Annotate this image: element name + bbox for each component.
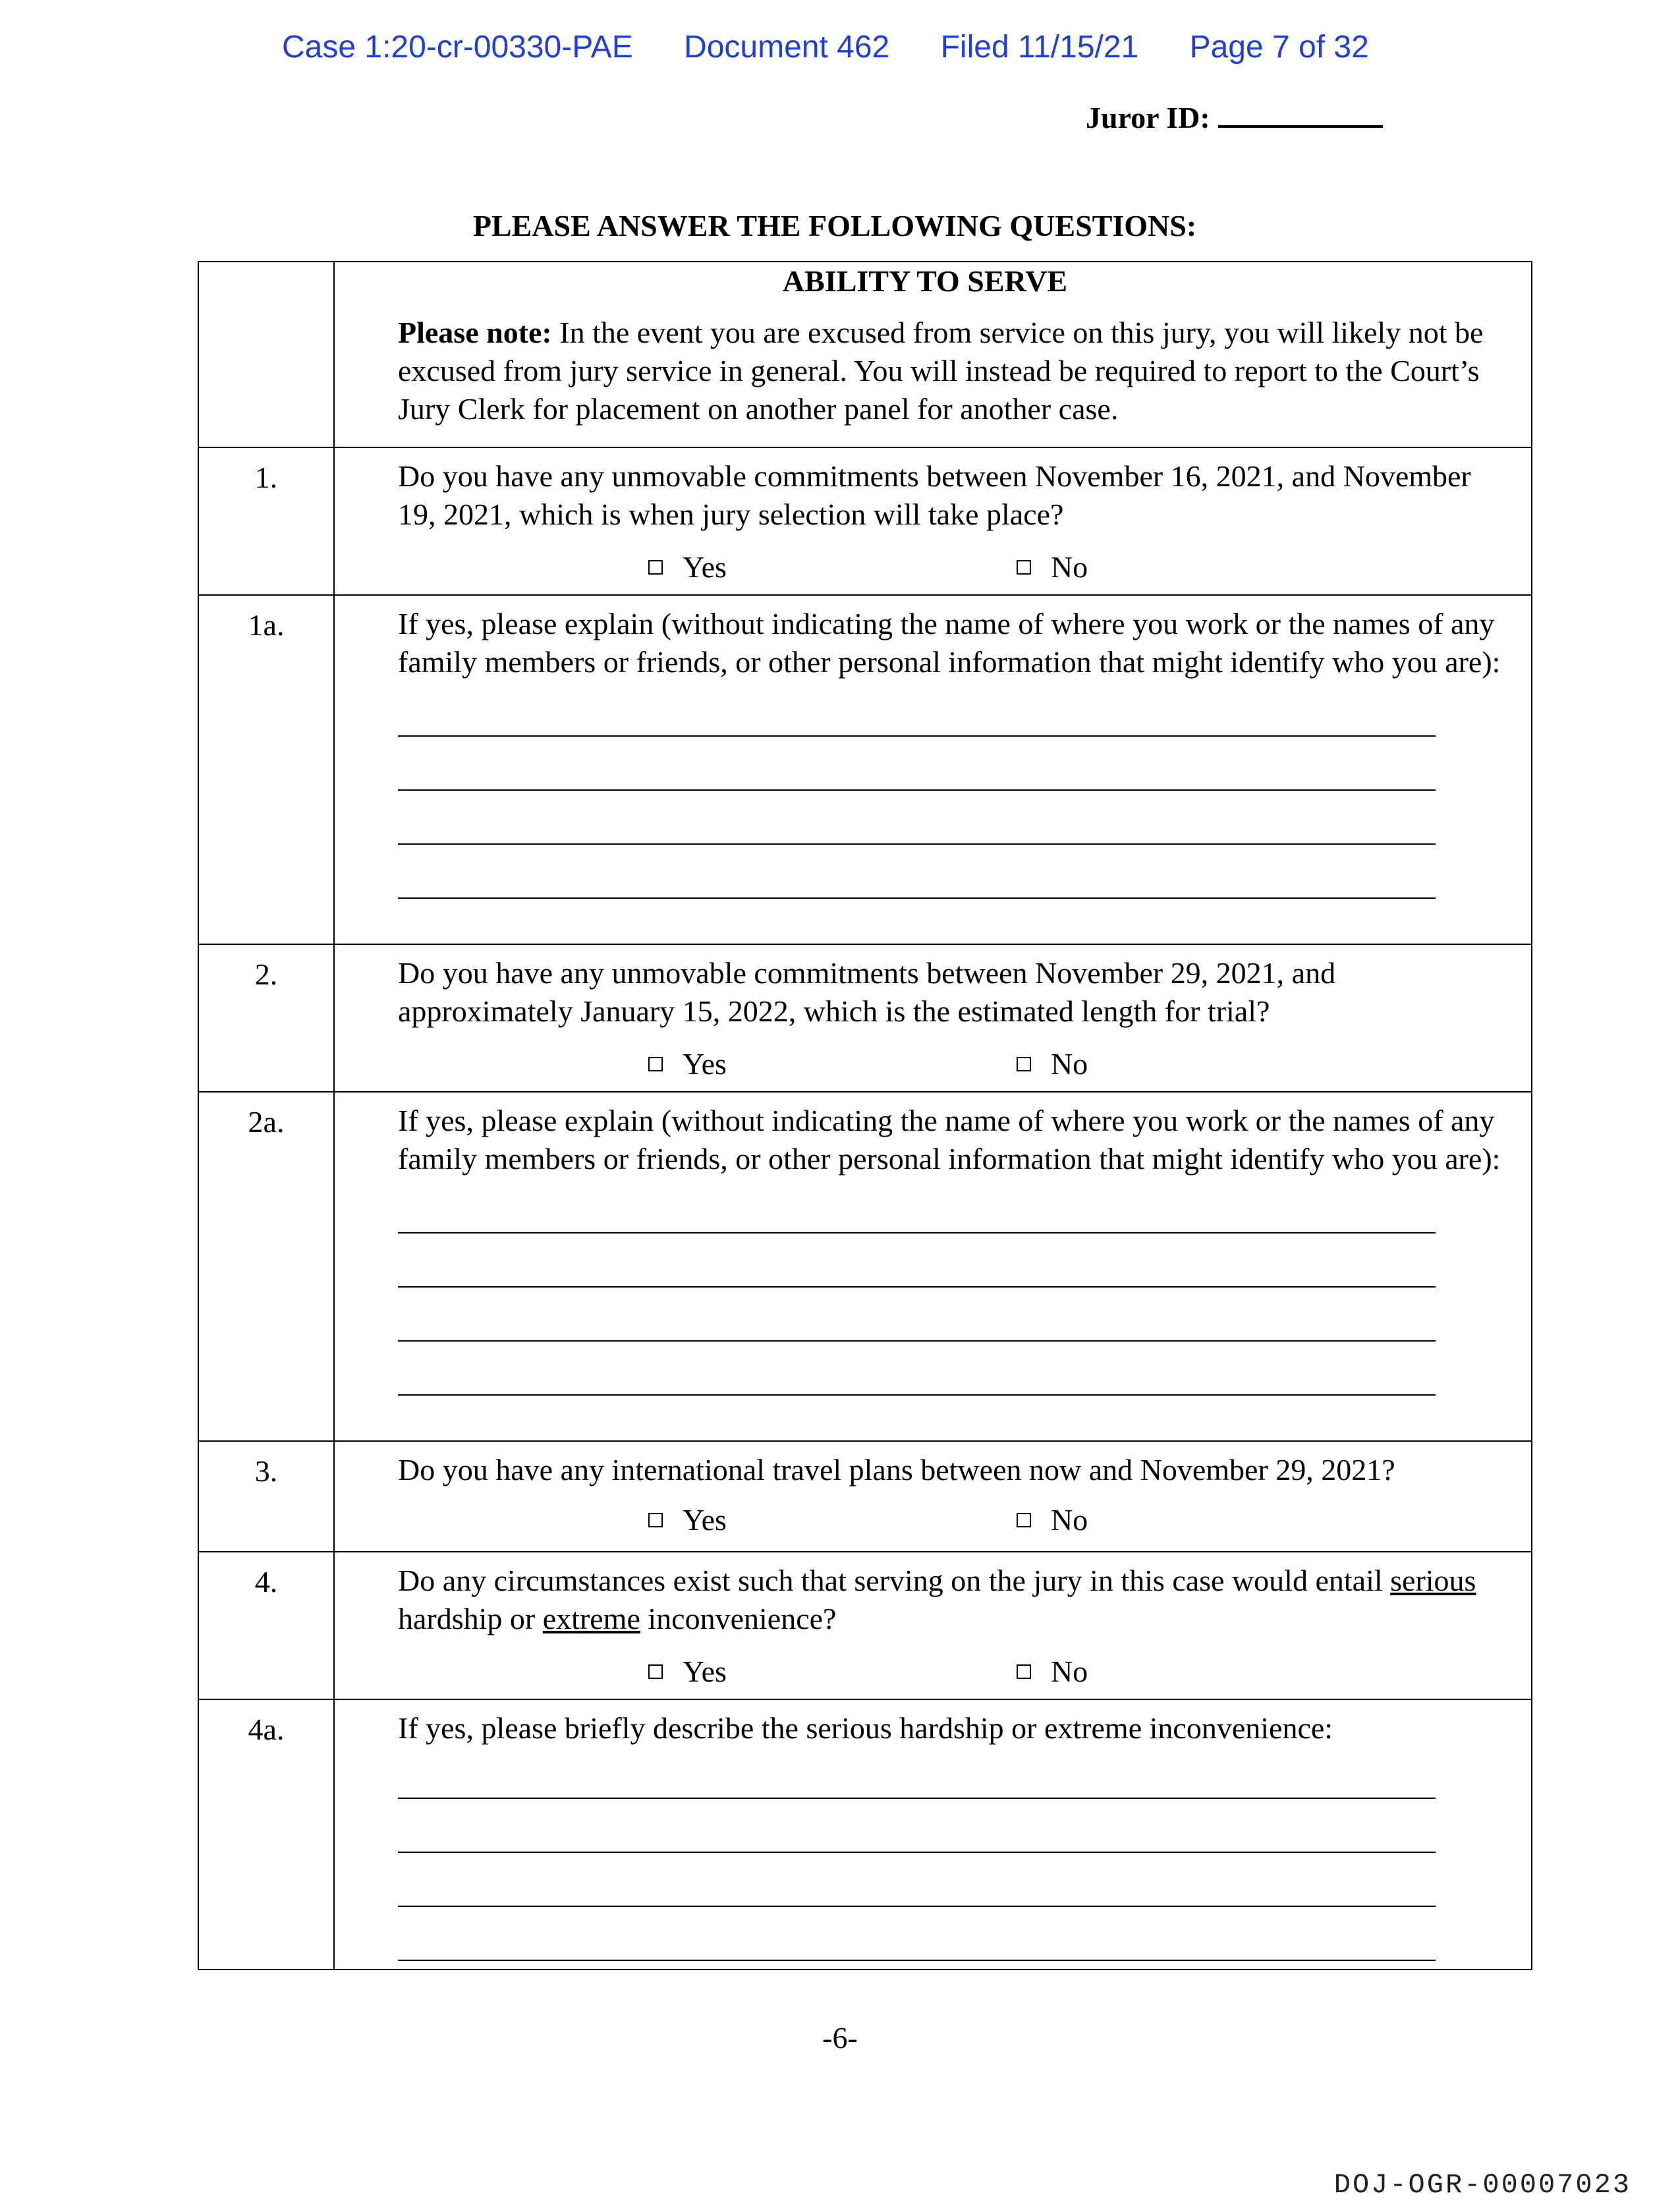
question-cell xyxy=(335,945,1531,1091)
juror-id-blank[interactable] xyxy=(1218,100,1383,128)
yes-checkbox[interactable] xyxy=(648,548,727,586)
note-text: In the event you are excused from service on this jury, you will likely not be excused from jury service in general. You will instead be required to report to the Court’s Jury Clerk for placement on another panel for another case. xyxy=(398,316,1484,426)
question-number: 1. xyxy=(199,448,335,594)
question-text: If yes, please explain (without indicating the name of where you work or the names of any family members or friends, or other personal information that might identify who you are): xyxy=(398,1104,1501,1176)
answer-options xyxy=(398,1653,1515,1691)
yes-label: Yes xyxy=(683,1047,727,1081)
answer-line[interactable] xyxy=(398,1853,1436,1907)
yes-label: Yes xyxy=(683,550,727,584)
yes-label: Yes xyxy=(683,1655,727,1688)
checkbox-icon xyxy=(1017,1664,1031,1679)
question-number: 4. xyxy=(199,1552,335,1699)
answer-line[interactable] xyxy=(398,1767,1436,1799)
question-text-part: Do any circumstances exist such that serving on the jury in this case would entail xyxy=(398,1564,1391,1597)
question-text: If yes, please briefly describe the serious hardship or extreme inconvenience: xyxy=(398,1711,1333,1745)
answer-lines[interactable] xyxy=(398,1202,1436,1396)
no-checkbox[interactable] xyxy=(1017,1045,1088,1083)
question-row xyxy=(199,944,1531,1091)
question-row xyxy=(199,1699,1531,1969)
answer-line[interactable] xyxy=(398,1907,1436,1961)
section-cell xyxy=(335,262,1531,447)
page-number: -6- xyxy=(822,2021,858,2055)
question-cell xyxy=(335,1442,1531,1551)
no-label: No xyxy=(1050,1047,1088,1081)
yes-checkbox[interactable] xyxy=(648,1501,727,1539)
yes-checkbox[interactable] xyxy=(648,1653,727,1691)
question-text: Do you have any international travel plans between now and November 29, 2021? xyxy=(398,1453,1395,1487)
checkbox-icon xyxy=(1017,1057,1031,1071)
question-cell xyxy=(335,596,1531,944)
no-label: No xyxy=(1050,1655,1088,1688)
number-cell xyxy=(199,262,335,447)
checkbox-icon xyxy=(1017,560,1031,575)
question-text xyxy=(398,1562,1515,1638)
question-row xyxy=(199,1091,1531,1440)
answer-line[interactable] xyxy=(398,1202,1436,1234)
answer-line[interactable] xyxy=(398,1342,1436,1396)
checkbox-icon xyxy=(648,560,663,575)
underlined-word: serious xyxy=(1390,1564,1476,1597)
question-number: 4a. xyxy=(199,1700,335,1969)
question-number: 1a. xyxy=(199,596,335,944)
document-number: Document 462 xyxy=(684,30,890,65)
question-cell xyxy=(335,448,1531,594)
question-text: If yes, please explain (without indicating the name of where you work or the names of any family members or friends, or other personal information that might identify who you are): xyxy=(398,607,1501,679)
question-text-part: inconvenience? xyxy=(640,1602,837,1635)
yes-checkbox[interactable] xyxy=(648,1045,727,1083)
section-header-row xyxy=(199,262,1531,447)
checkbox-icon xyxy=(648,1513,663,1527)
page-count: Page 7 of 32 xyxy=(1189,30,1369,65)
question-text: Do you have any unmovable commitments between November 16, 2021, and November 19, 2021, which is when jury selection will take place? xyxy=(398,459,1471,531)
answer-line[interactable] xyxy=(398,705,1436,737)
answer-line[interactable] xyxy=(398,1234,1436,1288)
question-row xyxy=(199,447,1531,594)
juror-id-label: Juror ID: xyxy=(1086,101,1210,134)
question-row xyxy=(199,1440,1531,1551)
answer-line[interactable] xyxy=(398,737,1436,791)
case-number: Case 1:20-cr-00330-PAE xyxy=(282,30,633,65)
answer-line[interactable] xyxy=(398,1288,1436,1342)
section-title: ABILITY TO SERVE xyxy=(782,264,1068,298)
juror-id xyxy=(1086,100,1383,135)
answer-options xyxy=(398,1501,1515,1539)
question-number: 2a. xyxy=(199,1092,335,1440)
no-checkbox[interactable] xyxy=(1017,548,1088,586)
page-heading-text: PLEASE ANSWER THE FOLLOWING QUESTIONS: xyxy=(472,209,1197,242)
answer-options xyxy=(398,1045,1515,1083)
question-row xyxy=(199,594,1531,944)
answer-lines[interactable] xyxy=(398,1767,1436,1961)
question-text-part: hardship or xyxy=(398,1602,543,1635)
question-cell xyxy=(335,1552,1531,1699)
checkbox-icon xyxy=(648,1664,663,1679)
yes-label: Yes xyxy=(683,1503,727,1537)
answer-lines[interactable] xyxy=(398,705,1436,899)
no-checkbox[interactable] xyxy=(1017,1653,1088,1691)
checkbox-icon xyxy=(648,1057,663,1071)
page-heading xyxy=(0,208,1680,243)
question-text: Do you have any unmovable commitments between November 29, 2021, and approximately January 15, 2022, which is the estimated length for trial? xyxy=(398,956,1336,1028)
bates-number: DOJ-OGR-00007023 xyxy=(1333,2169,1631,2201)
question-number: 2. xyxy=(199,945,335,1091)
court-filing-header xyxy=(282,29,1369,65)
questionnaire-table xyxy=(198,261,1532,1970)
answer-line[interactable] xyxy=(398,845,1436,899)
note-label: Please note: xyxy=(398,316,552,349)
question-cell xyxy=(335,1092,1531,1440)
checkbox-icon xyxy=(1017,1513,1031,1527)
filed-date: Filed 11/15/21 xyxy=(940,30,1139,65)
question-number: 3. xyxy=(199,1442,335,1551)
note-paragraph xyxy=(398,314,1515,428)
question-cell xyxy=(335,1700,1531,1969)
answer-line[interactable] xyxy=(398,1799,1436,1853)
no-label: No xyxy=(1050,550,1088,584)
underlined-word: extreme xyxy=(542,1602,640,1635)
no-checkbox[interactable] xyxy=(1017,1501,1088,1539)
answer-options xyxy=(398,548,1515,586)
no-label: No xyxy=(1050,1503,1088,1537)
question-row xyxy=(199,1551,1531,1699)
answer-line[interactable] xyxy=(398,791,1436,845)
